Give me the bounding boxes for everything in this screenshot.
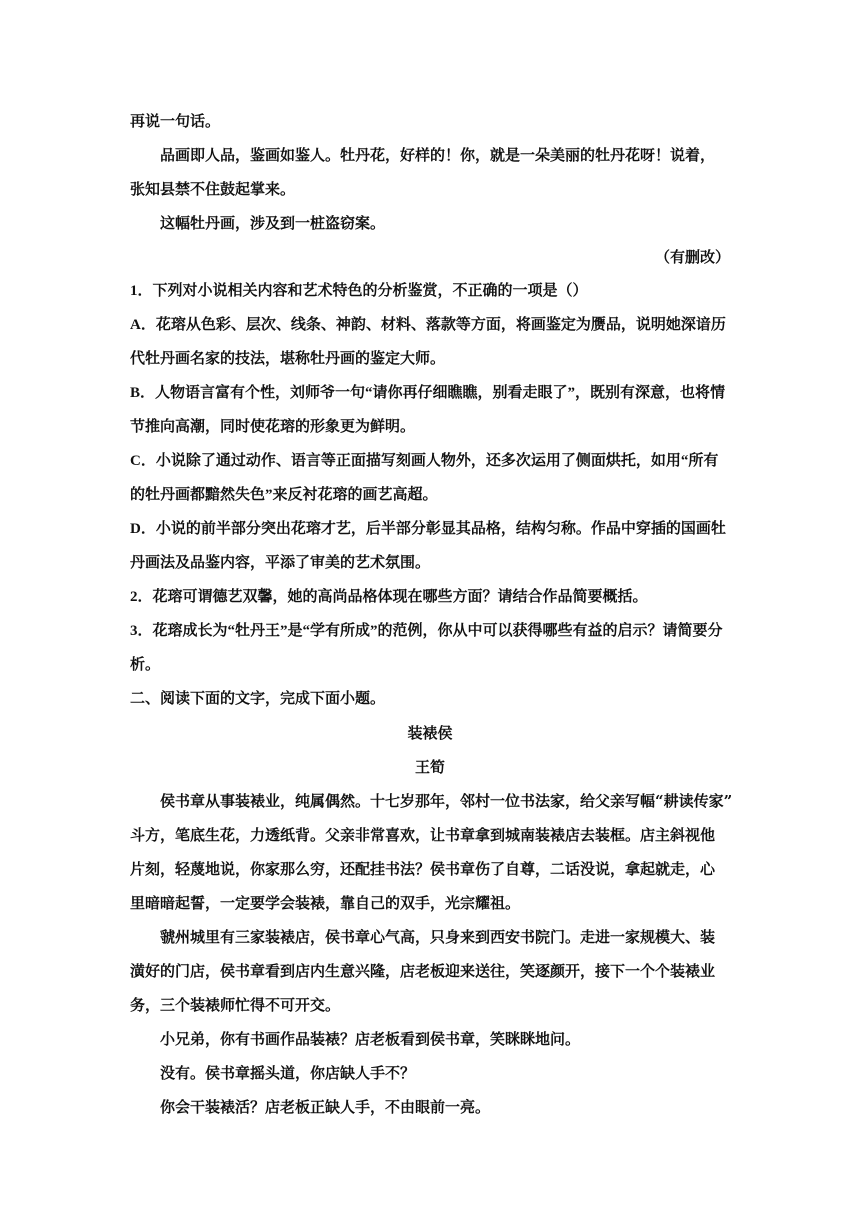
option-d-line-2: 丹画法及品鉴内容，平添了审美的艺术氛围。 (130, 555, 431, 571)
question-1: 1．下列对小说相关内容和艺术特色的分析鉴赏，不正确的一项是（） (130, 283, 588, 299)
text-line: 里暗暗起誓，一定要学会装裱，靠自己的双手，光宗耀祖。 (130, 894, 521, 912)
text-line: 虢州城里有三家装裱店，侯书章心气高，只身来到西安书院门。走进一家规模大、装 (160, 928, 716, 946)
question-3-line-1: 3．花瑢成长为“牡丹王”是“学有所成”的范例，你从中可以获得哪些有益的启示？请简要分 (130, 623, 723, 639)
option-d-line-1: D．小说的前半部分突出花瑢才艺，后半部分彰显其品格，结构匀称。作品中穿插的国画牡 (130, 521, 726, 537)
option-a-line-1: A．花瑢从色彩、层次、线条、神韵、材料、落款等方面，将画鉴定为赝品，说明她深谙历 (130, 317, 726, 333)
option-a-line-2: 代牡丹画名家的技法，堪称牡丹画的鉴定大师。 (130, 351, 446, 367)
text-line: 张知县禁不住鼓起掌来。 (130, 180, 296, 198)
text-line: 片刻，轻蔑地说，你家那么穷，还配挂书法？侯书章伤了自尊，二话没说，拿起就走，心 (130, 860, 716, 878)
text-line: 没有。侯书章摇头道，你店缺人手不？ (160, 1064, 416, 1082)
option-c-line-1: C．小说除了通过动作、语言等正面描写刻画人物外，还多次运用了侧面烘托，如用“所有 (130, 453, 719, 469)
text-line: 侯书章从事装裱业，纯属偶然。十七岁那年，邻村一位书法家，给父亲写幅“耕读传家” (160, 792, 733, 810)
source-note: （有删改） (654, 248, 730, 266)
text-line: 品画即人品，鉴画如鉴人。牡丹花，好样的！你，就是一朵美丽的牡丹花呀！说着， (160, 146, 716, 164)
section-heading: 二、阅读下面的文字，完成下面小题。 (130, 691, 386, 707)
option-b-line-2: 节推向高潮，同时使花瑢的形象更为鲜明。 (130, 419, 416, 435)
text-line: 这幅牡丹画，涉及到一桩盗窃案。 (160, 214, 386, 232)
question-3-line-2: 析。 (130, 657, 161, 673)
option-b-line-1: B．人物语言富有个性，刘师爷一句“请你再仔细瞧瞧，别看走眼了”，既别有深意，也将情 (130, 385, 726, 401)
text-line: 务，三个装裱师忙得不可开交。 (130, 996, 341, 1014)
text-line: 斗方，笔底生花，力透纸背。父亲非常喜欢，让书章拿到城南装裱店去装框。店主斜视他 (130, 826, 716, 844)
text-line: 你会干装裱活？店老板正缺人手，不由眼前一亮。 (160, 1098, 491, 1116)
story-title: 装裱侯 (407, 724, 453, 742)
question-2: 2．花瑢可谓德艺双馨，她的高尚品格体现在哪些方面？请结合作品简要概括。 (130, 589, 648, 605)
option-c-line-2: 的牡丹画都黯然失色”来反衬花瑢的画艺高超。 (130, 487, 438, 503)
text-line: 小兄弟，你有书画作品装裱？店老板看到侯书章，笑眯眯地问。 (160, 1030, 581, 1048)
story-author: 王筍 (414, 758, 445, 776)
text-line: 再说一句话。 (130, 112, 221, 130)
text-line: 潢好的门店，侯书章看到店内生意兴隆，店老板迎来送往，笑逐颜开，接下一个个装裱业 (130, 962, 716, 980)
